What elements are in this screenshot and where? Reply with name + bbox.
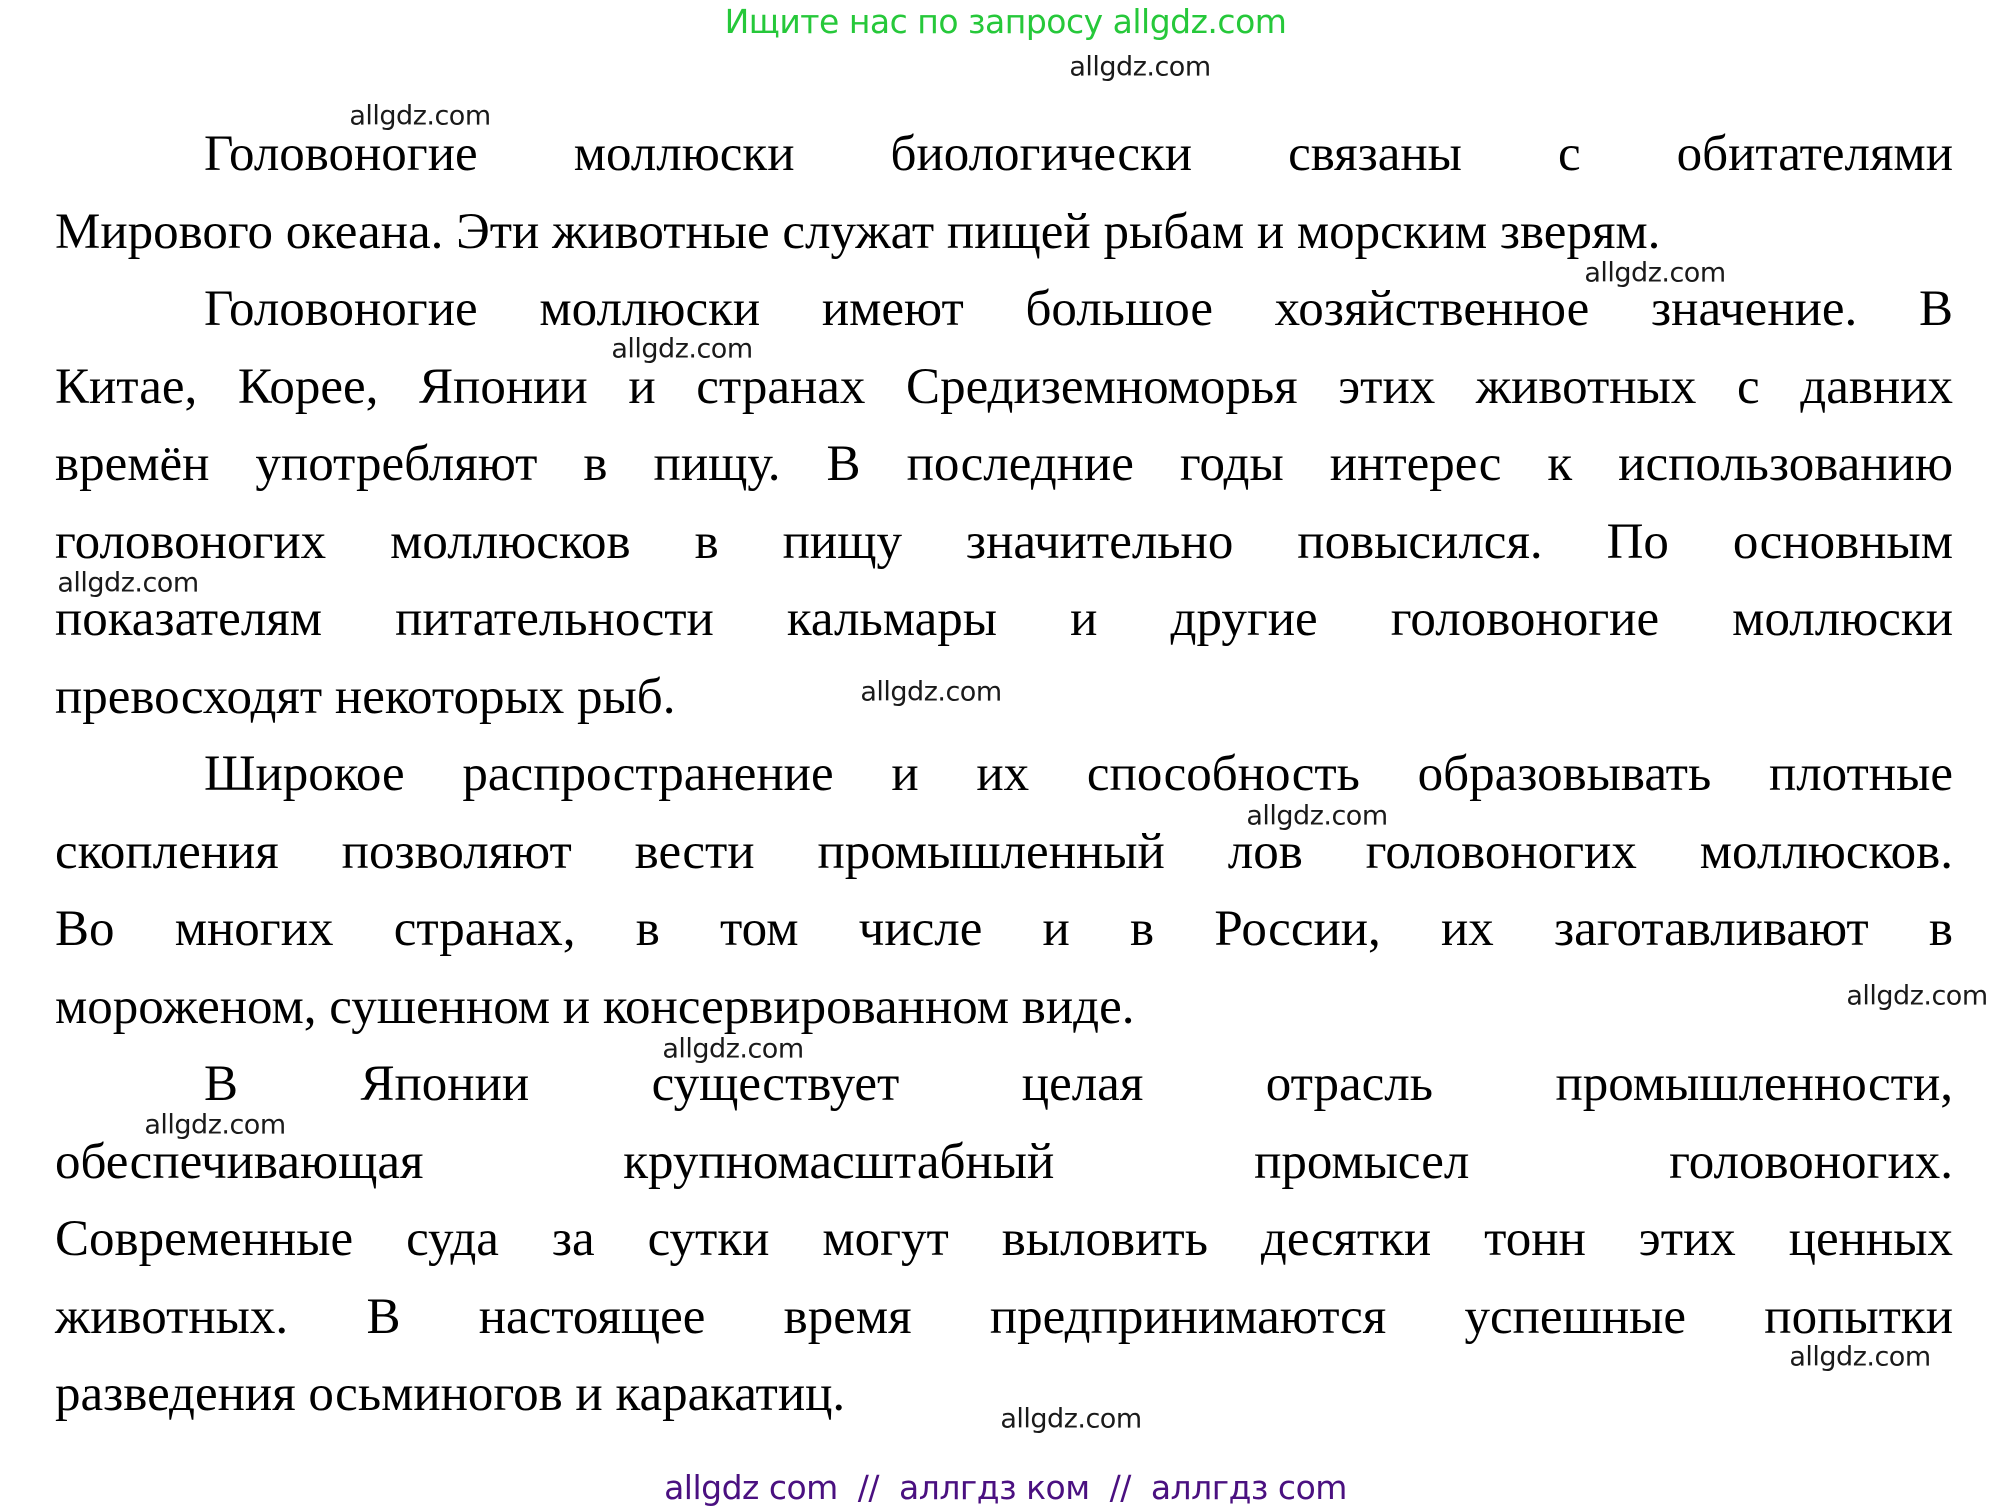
watermark: allgdz.com xyxy=(1246,800,1388,832)
text-line: Головоногие моллюски биологически связаны с обитателями xyxy=(204,126,1953,182)
text-line: Современные суда за сутки могут выловить десятки тонн этих ценных xyxy=(55,1211,1953,1267)
search-banner: Ищите нас по запросу allgdz.com xyxy=(724,2,1287,41)
watermark: allgdz.com xyxy=(1846,980,1988,1012)
watermark: allgdz.com xyxy=(1789,1341,1931,1373)
watermark: allgdz.com xyxy=(57,567,199,599)
text-line: показателям питательности кальмары и другие головоногие моллюски xyxy=(55,591,1953,647)
text-line: скопления позволяют вести промышленный лов головоногих моллюсков. xyxy=(55,823,1953,880)
text-line: Китае, Корее, Японии и странах Средиземноморья этих животных с давних xyxy=(55,358,1953,415)
watermark: allgdz.com xyxy=(1069,51,1211,83)
text-line: разведения осьминогов и каракатиц. xyxy=(55,1366,846,1422)
document-body xyxy=(55,116,1953,1434)
text-line: Мирового океана. Эти животные служат пищей рыбам и морским зверям. xyxy=(55,203,1661,260)
paragraph-1 xyxy=(55,116,1953,271)
footer-watermark: allgdz com // аллгдз ком // аллгдз com xyxy=(664,1468,1347,1507)
text-line: обеспечивающая крупномасштабный промысел головоногих. xyxy=(55,1133,1953,1190)
paragraph-4 xyxy=(55,1046,1953,1434)
watermark: allgdz.com xyxy=(662,1033,804,1065)
watermark: allgdz.com xyxy=(144,1109,286,1141)
text-line: превосходят некоторых рыб. xyxy=(55,668,676,725)
paragraph-3 xyxy=(55,736,1953,1046)
text-line: головоногих моллюсков в пищу значительно повысился. По основным xyxy=(55,513,1953,570)
text-line: В Японии существует целая отрасль промышленности, xyxy=(204,1056,1953,1112)
watermark: allgdz.com xyxy=(611,333,753,365)
watermark: allgdz.com xyxy=(860,676,1002,708)
watermark: allgdz.com xyxy=(1584,257,1726,289)
text-line: времён употребляют в пищу. В последние годы интерес к использованию xyxy=(55,436,1953,492)
text-line: Широкое распространение и их способность образовывать плотные xyxy=(204,746,1953,802)
watermark: allgdz.com xyxy=(1000,1403,1142,1435)
watermark: allgdz.com xyxy=(349,100,491,132)
paragraph-2 xyxy=(55,271,1953,736)
text-line: Головоногие моллюски имеют большое хозяйственное значение. В xyxy=(204,281,1953,337)
text-line: животных. В настоящее время предпринимаются успешные попытки xyxy=(55,1288,1953,1345)
text-line: мороженом, сушенном и консервированном виде. xyxy=(55,978,1135,1035)
text-line: Во многих странах, в том числе и в России, их заготавливают в xyxy=(55,901,1953,957)
